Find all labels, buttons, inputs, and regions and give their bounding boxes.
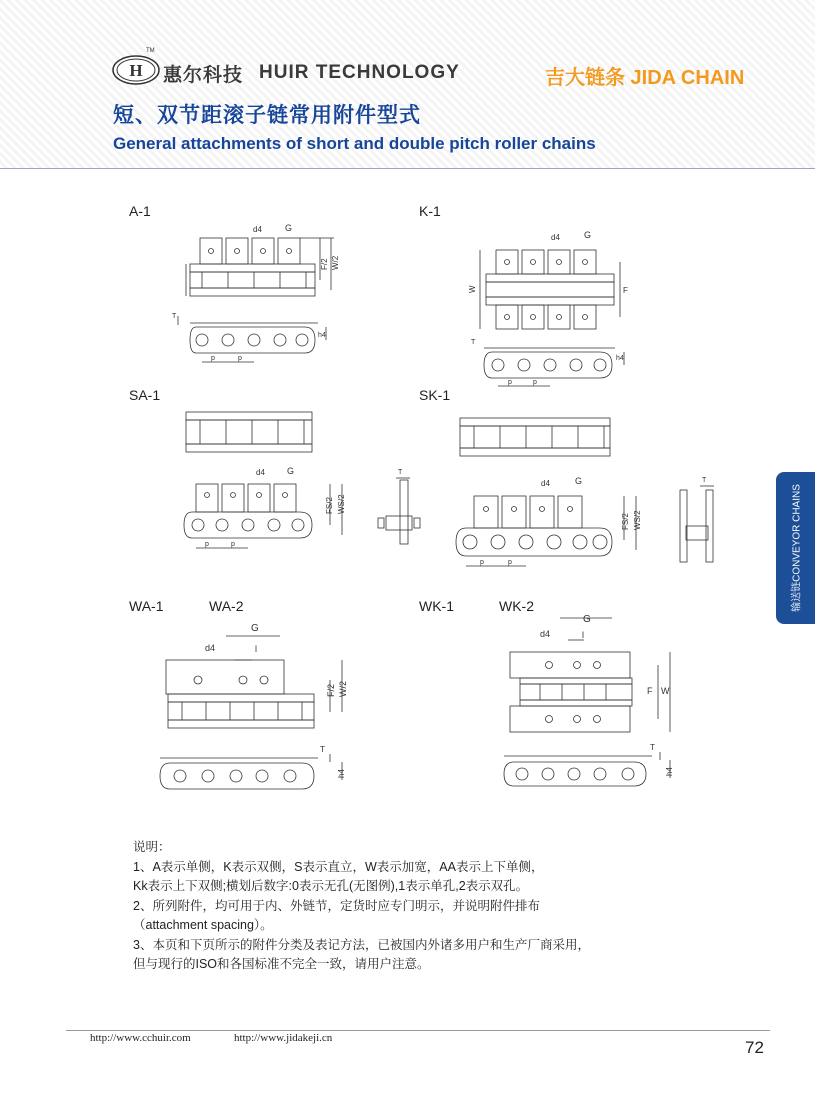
figure-label-wa2: WA-2: [209, 598, 244, 614]
side-tab-label: 输送链CONVEYOR CHAINS: [791, 484, 803, 612]
drawing-sa1-side: [184, 484, 342, 548]
logo-letters: H: [129, 61, 143, 80]
side-tab: [776, 472, 815, 624]
dim-wk-w: W: [661, 686, 670, 696]
drawing-a1-top: [186, 238, 334, 296]
dim-wk-f: F: [647, 686, 653, 696]
dim-wk-h4: h4: [665, 767, 674, 776]
dim-sa1-fs2: FS/2: [325, 497, 334, 514]
drawing-wa-side: [160, 754, 342, 789]
drawing-wk-side: [504, 752, 670, 786]
notes-line: （attachment spacing）。: [133, 918, 273, 932]
dim-sa1-p1: p: [205, 541, 209, 548]
dim-a1-p2: p: [238, 355, 242, 362]
dim-k1-p1: p: [508, 379, 512, 386]
dim-k1-h4: h4: [616, 355, 624, 362]
dim-a1-f2: F/2: [320, 258, 329, 270]
drawing-sk1-top: [460, 418, 610, 456]
page-title-cn: 短、双节距滚子链常用附件型式: [113, 104, 421, 127]
dim-wk-d4: d4: [540, 629, 551, 639]
trademark: TM: [146, 48, 155, 54]
figure-label-sk1: SK-1: [419, 387, 451, 403]
notes-line: 1、A表示单侧，K表示双侧，S表示直立，W表示加宽，AA表示上下单侧，: [133, 859, 544, 874]
notes-block: [133, 838, 590, 975]
dim-sk1-d4: d4: [541, 479, 550, 488]
dim-sa1-t: T: [398, 469, 403, 476]
drawing-a1-side: [178, 316, 326, 362]
drawing-wa-top: [166, 636, 342, 728]
drawing-sk1-end: [680, 486, 714, 562]
dim-sk1-p2: p: [508, 559, 512, 566]
figure-label-sa1: SA-1: [129, 387, 161, 403]
jida-brand: 吉大链条 JIDA CHAIN: [545, 67, 745, 89]
dim-sk1-fs2: FS/2: [621, 513, 630, 530]
dim-wa-d4: d4: [205, 643, 216, 653]
dim-a1-h4: h4: [318, 332, 326, 339]
dim-wk-t: T: [650, 743, 655, 752]
dim-k1-f: F: [623, 286, 628, 295]
drawing-k1-side: [484, 348, 624, 386]
dim-a1-d4: d4: [253, 225, 262, 234]
figure-label-k1: K-1: [419, 203, 441, 219]
brand-en: HUIR TECHNOLOGY: [259, 62, 460, 83]
notes-line: Kk表示上下双侧;横划后数字:0表示无孔(无图例),1表示单孔,2表示双孔。: [133, 879, 529, 893]
dim-sk1-g: G: [575, 476, 583, 486]
dim-sk1-t: T: [702, 477, 707, 484]
footer-divider: [66, 1030, 770, 1031]
dim-wa-f2: F/2: [326, 683, 336, 697]
footer-url-cchuir[interactable]: http://www.cchuir.com: [90, 1032, 191, 1044]
brand-cn: 惠尔科技: [163, 65, 244, 86]
dim-a1-w2: W/2: [331, 255, 340, 270]
dim-sa1-ws2: WS/2: [337, 494, 346, 514]
dim-k1-w: W: [468, 285, 477, 293]
figure-label-wk2: WK-2: [499, 598, 534, 614]
drawing-sa1-top: [186, 412, 312, 452]
dim-a1-g: G: [285, 223, 293, 233]
dim-sk1-ws2: WS/2: [633, 510, 642, 530]
dim-a1-p1: p: [211, 355, 215, 362]
dim-wa-h4: h4: [337, 769, 346, 778]
notes-line: 但与现行的ISO和各国标准不完全一致，请用户注意。: [133, 957, 430, 971]
page-number: 72: [745, 1038, 764, 1057]
dim-sa1-g: G: [287, 466, 295, 476]
notes-line: 3、本页和下页所示的附件分类及表记方法，已被国内外诸多用户和生产厂商采用，: [133, 937, 590, 952]
dim-k1-g: G: [584, 230, 592, 240]
dim-wk-l: l: [582, 630, 584, 640]
notes-line: 2、所列附件，均可用于内、外链节，定货时应专门明示，并说明附件排布: [133, 898, 540, 913]
dim-wk-g: G: [583, 614, 591, 625]
dim-wa-l: l: [255, 644, 257, 654]
dim-wa-w2: W/2: [338, 680, 348, 697]
dim-sk1-p1: p: [480, 559, 484, 566]
drawing-sk1-side: [456, 496, 636, 566]
dim-wa-g: G: [251, 623, 259, 634]
dim-sa1-p2: p: [231, 541, 235, 548]
dim-k1-t: T: [471, 339, 476, 346]
drawing-sa1-end: [378, 478, 420, 544]
dim-k1-p2: p: [533, 379, 537, 386]
drawing-wk-top: [510, 618, 670, 732]
dim-a1-t: T: [172, 313, 177, 320]
figure-label-wk1: WK-1: [419, 598, 454, 614]
footer-url-jidakeji[interactable]: http://www.jidakeji.cn: [234, 1032, 333, 1044]
figure-label-wa1: WA-1: [129, 598, 164, 614]
dim-wa-t: T: [320, 745, 325, 754]
figure-label-a1: A-1: [129, 203, 151, 219]
notes-line: 说明：: [133, 840, 171, 854]
dim-sa1-d4: d4: [256, 468, 265, 477]
page-title-en: General attachments of short and double pitch roller chains: [113, 134, 596, 153]
dim-k1-d4: d4: [551, 233, 560, 242]
drawing-k1-top: [480, 250, 620, 329]
